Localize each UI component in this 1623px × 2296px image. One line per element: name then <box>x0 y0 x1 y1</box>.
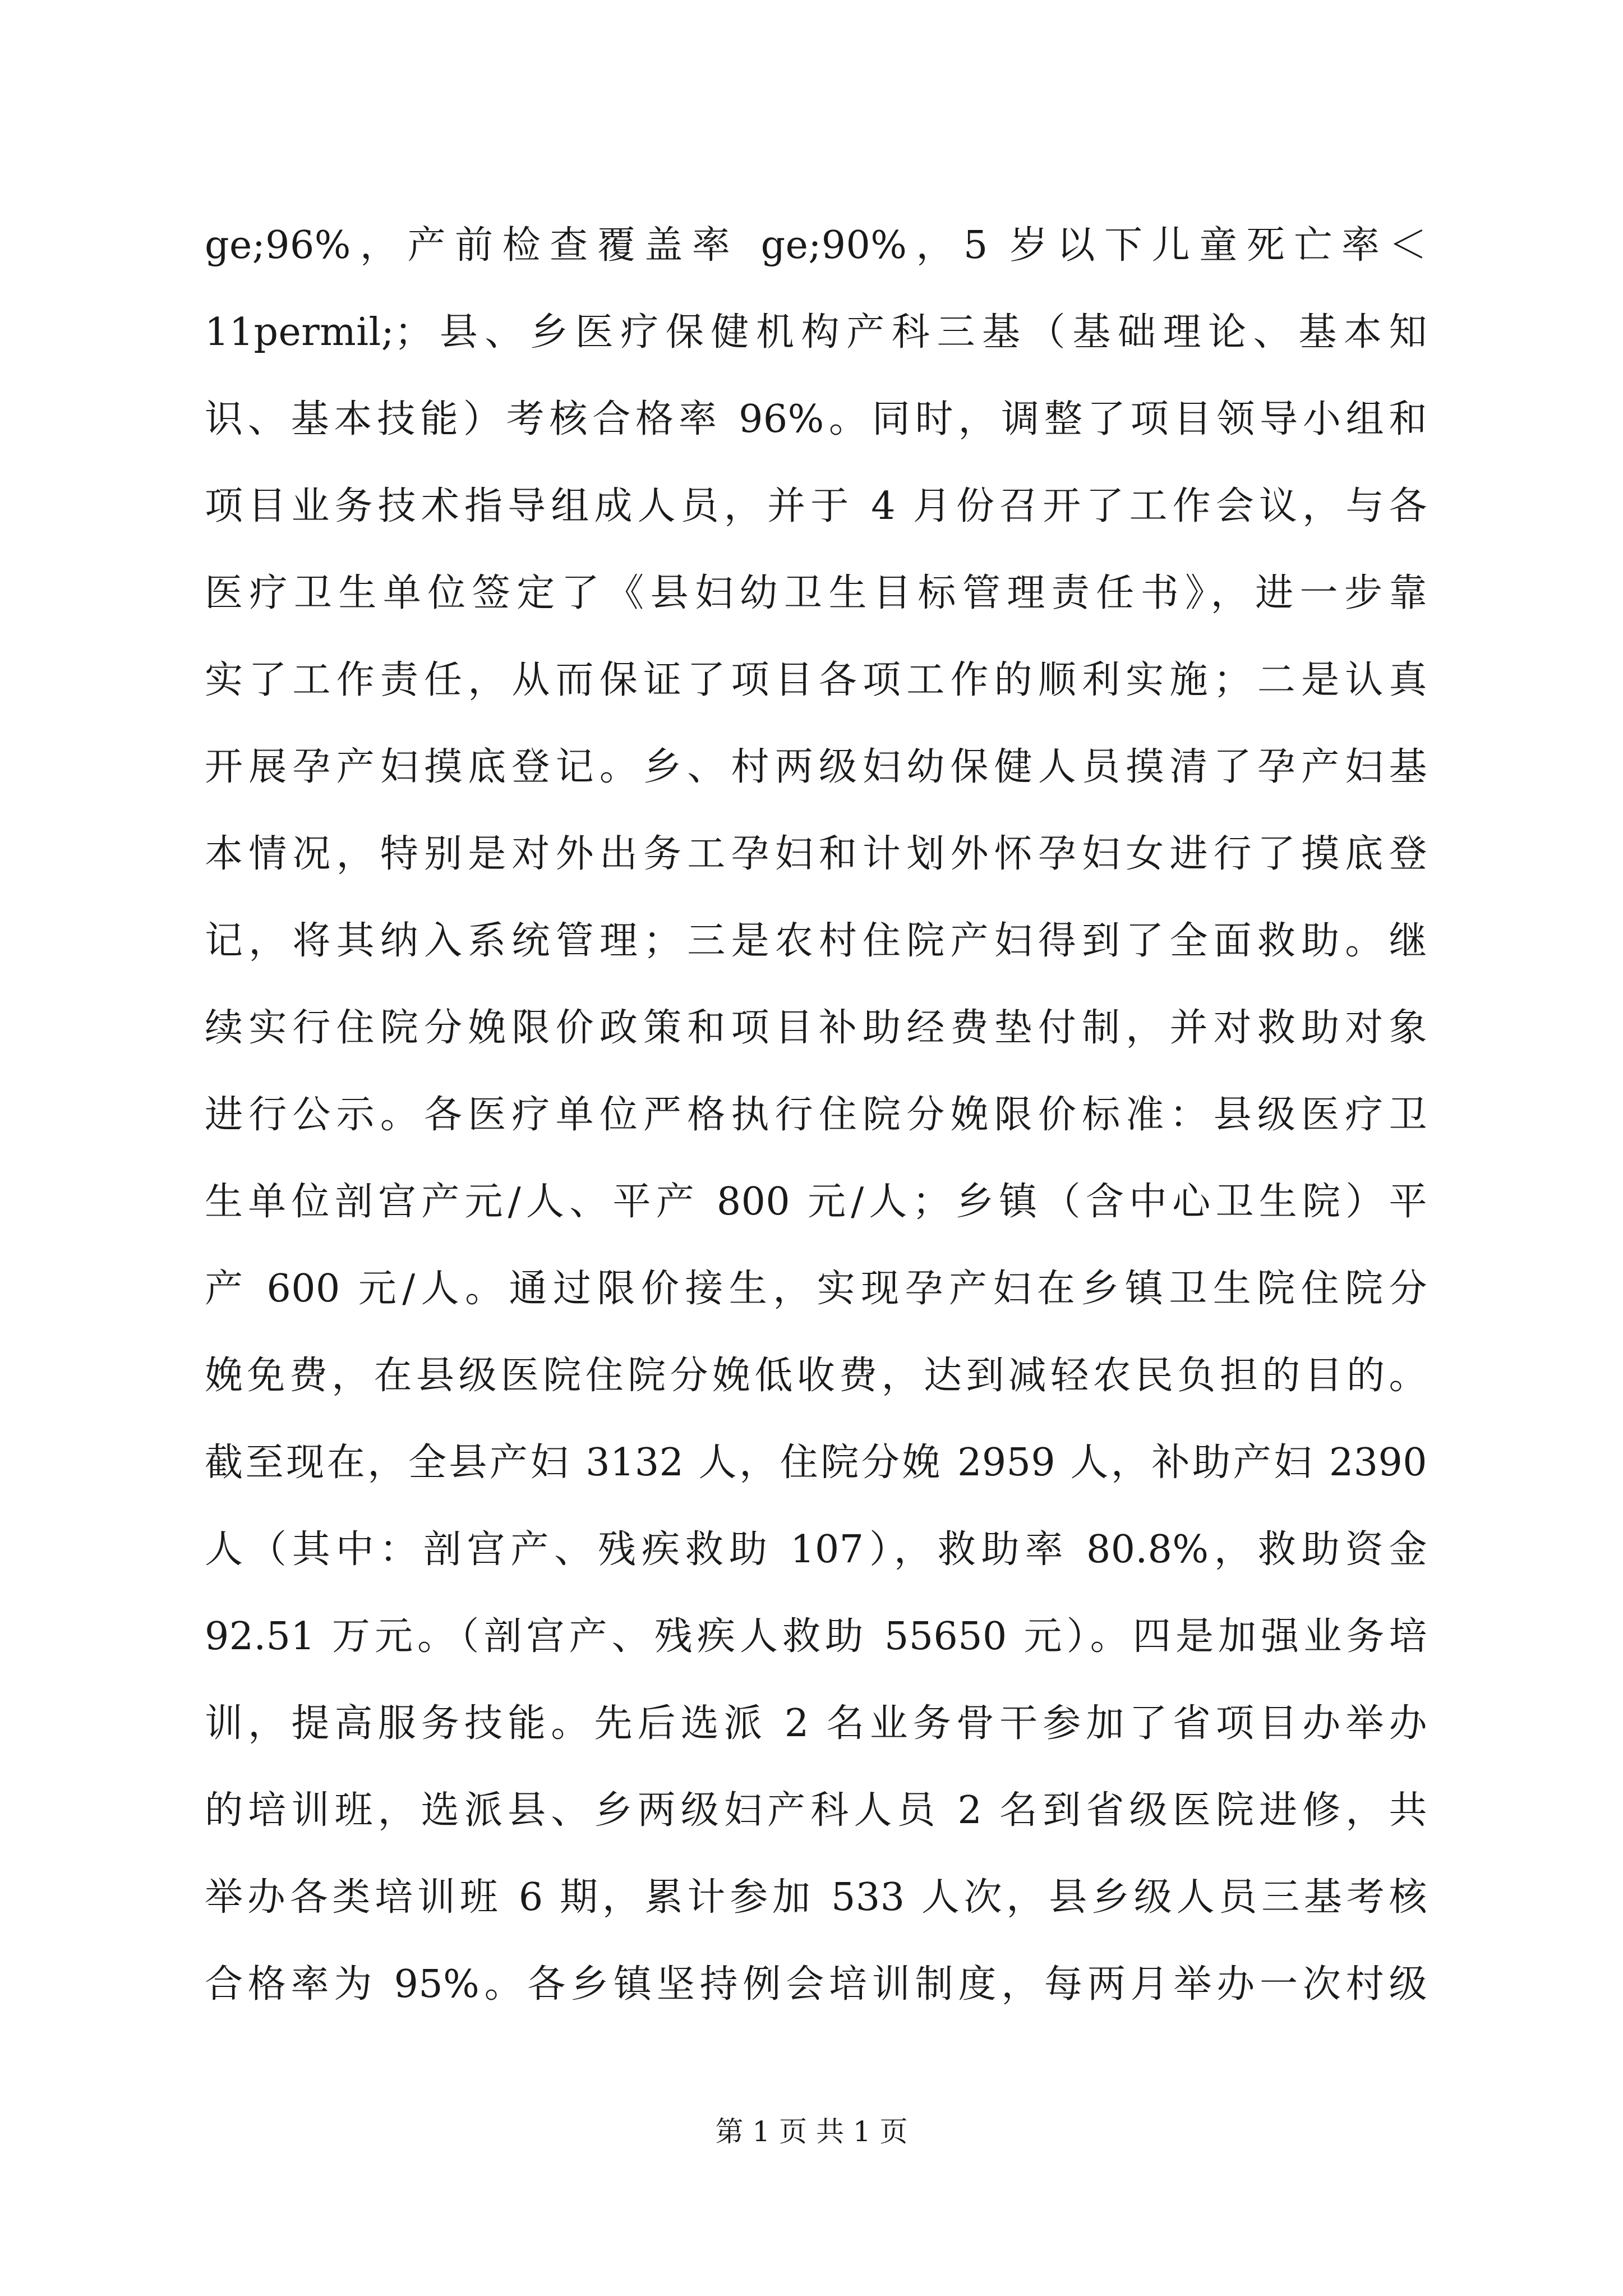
text-line: 训，提高服务技能。先后选派 2 名业务骨干参加了省项目办举办 <box>205 1701 1427 1746</box>
text-line: 举办各类培训班 6 期，累计参加 533 人次，县乡级人员三基考核 <box>205 1875 1427 1920</box>
text-line: 的培训班，选派县、乡两级妇产科人员 2 名到省级医院进修，共 <box>205 1788 1427 1833</box>
text-line: 本情况，特别是对外出务工孕妇和计划外怀孕妇女进行了摸底登 <box>205 832 1427 876</box>
text-line: 开展孕产妇摸底登记。乡、村两级妇幼保健人员摸清了孕产妇基 <box>205 745 1427 789</box>
text-line: 实了工作责任，从而保证了项目各项工作的顺利实施；二是认真 <box>205 658 1427 702</box>
text-line: 识、基本技能）考核合格率 96%。同时，调整了项目领导小组和 <box>205 397 1427 441</box>
text-line: 产 600 元/人。通过限价接生，实现孕产妇在乡镇卫生院住院分 <box>205 1267 1427 1311</box>
text-line: 11permil;；县、乡医疗保健机构产科三基（基础理论、基本知 <box>205 310 1427 355</box>
text-line: 娩免费，在县级医院住院分娩低收费，达到减轻农民负担的目的。 <box>205 1354 1427 1398</box>
text-line: 项目业务技术指导组成人员，并于 4 月份召开了工作会议，与各 <box>205 484 1427 528</box>
text-line: 记，将其纳入系统管理；三是农村住院产妇得到了全面救助。继 <box>205 919 1427 963</box>
text-line: 续实行住院分娩限价政策和项目补助经费垫付制，并对救助对象 <box>205 1006 1427 1050</box>
text-line: 截至现在，全县产妇 3132 人，住院分娩 2959 人，补助产妇 2390 <box>205 1441 1427 1485</box>
text-line: 生单位剖宫产元/人、平产 800 元/人；乡镇（含中心卫生院）平 <box>205 1180 1427 1224</box>
text-line: 合格率为 95%。各乡镇坚持例会培训制度，每两月举办一次村级 <box>205 1962 1427 2007</box>
body-paragraph <box>205 202 1427 2028</box>
text-line: 进行公示。各医疗单位严格执行住院分娩限价标准：县级医疗卫 <box>205 1093 1427 1137</box>
text-line: 人（其中：剖宫产、残疾救助 107），救助率 80.8%，救助资金 <box>205 1527 1427 1572</box>
text-line: 92.51 万元。（剖宫产、残疾人救助 55650 元）。四是加强业务培 <box>205 1614 1427 1659</box>
text-line: ge;96%，产前检查覆盖率 ge;90%，5 岁以下儿童死亡率＜ <box>205 223 1427 268</box>
page-footer: 第 1 页 共 1 页 <box>715 2115 908 2148</box>
text-line: 医疗卫生单位签定了《县妇幼卫生目标管理责任书》，进一步靠 <box>205 571 1427 615</box>
